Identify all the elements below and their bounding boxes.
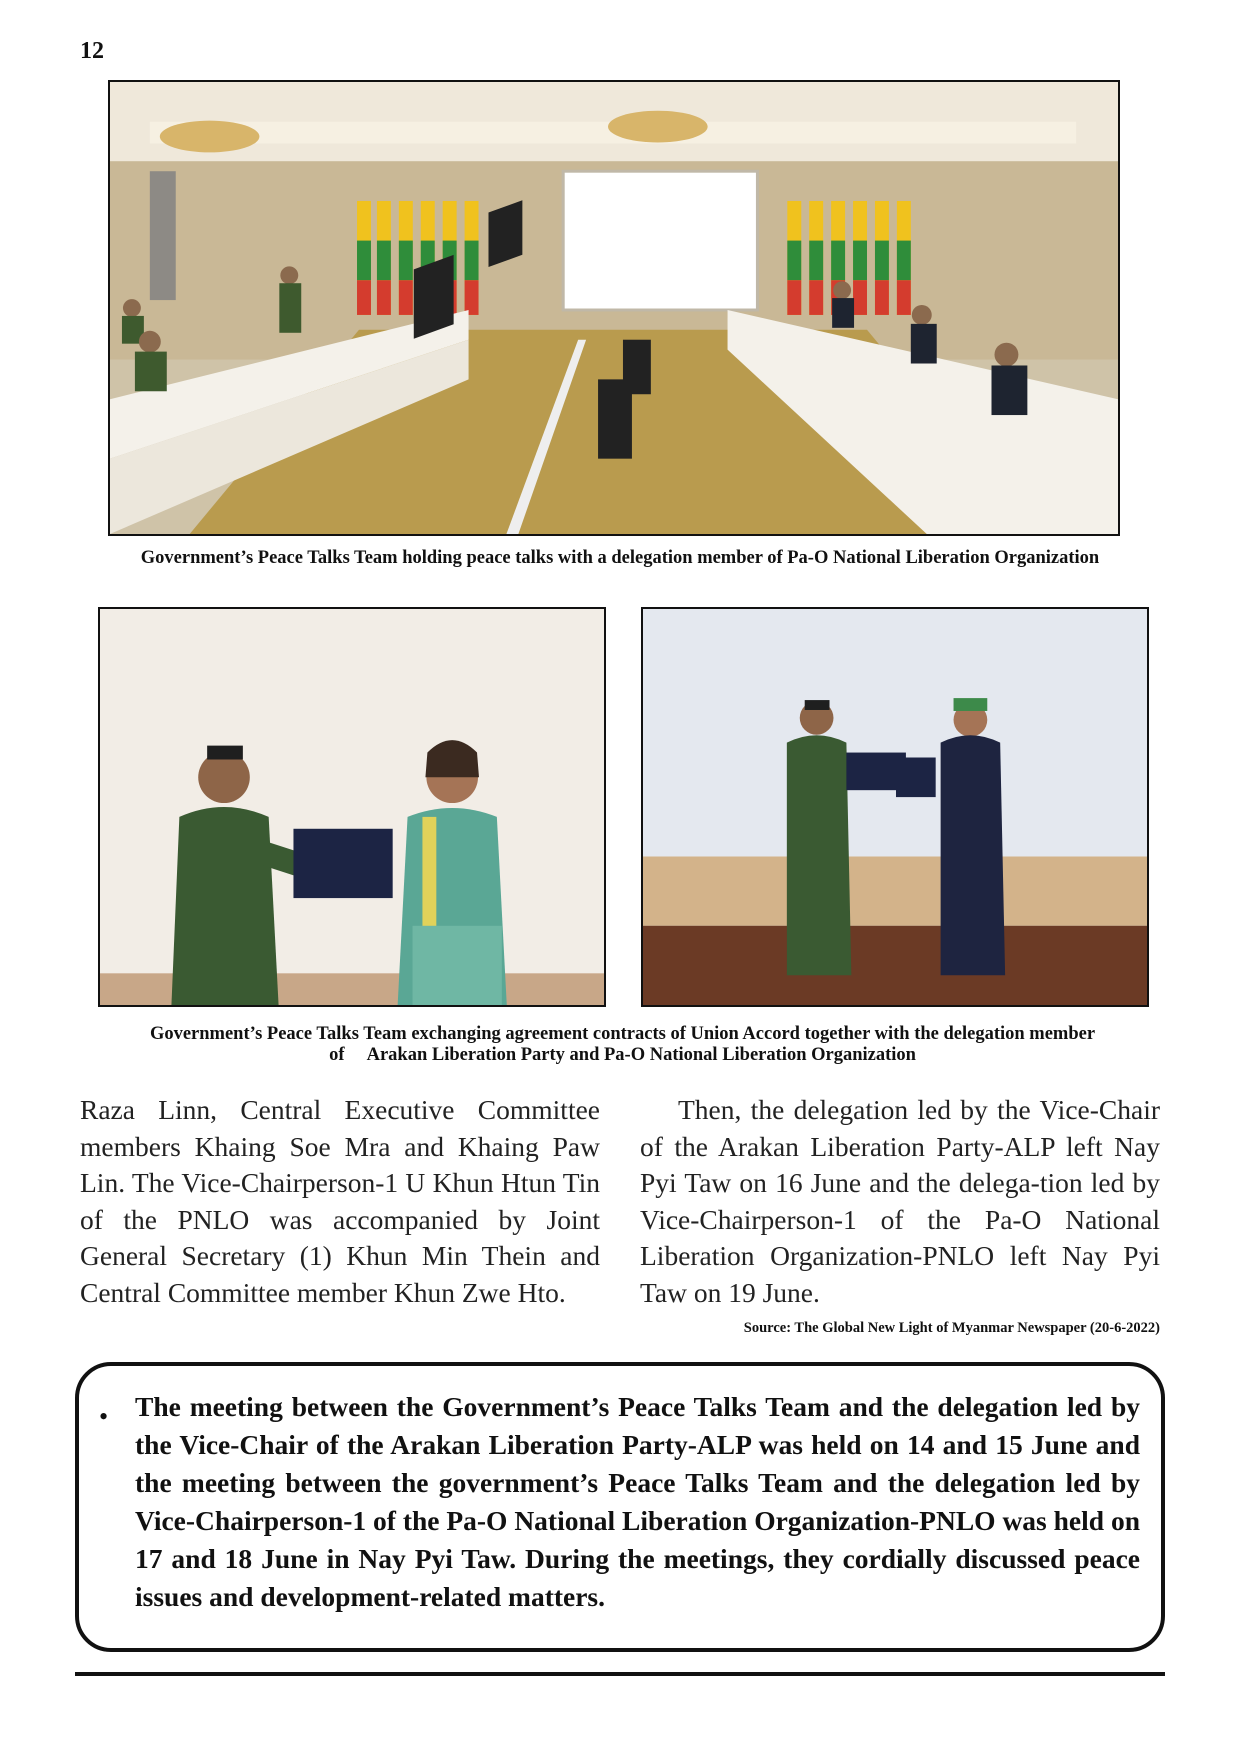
middle-caption-line-1: Government’s Peace Talks Team exchanging agreement contracts of Union Accord together with the delegation member <box>149 1024 1096 1044</box>
handover-photo-left <box>98 607 606 1007</box>
middle-caption-line-2: of Arakan Liberation Party and Pa-O National Liberation Organization <box>329 1045 916 1065</box>
meeting-room-photo <box>108 80 1120 536</box>
bullet-icon: • <box>99 1402 109 1431</box>
middle-photo-caption <box>85 1024 1160 1066</box>
summary-box <box>75 1362 1165 1652</box>
page-number: 12 <box>80 38 104 64</box>
body-column-left <box>80 1092 600 1311</box>
body-column-right <box>640 1092 1160 1311</box>
footer-rule <box>75 1672 1165 1676</box>
summary-text: The meeting between the Government’s Peace Talks Team and the delegation led by the Vice-Chair of the Arakan Liberation Party-ALP was held on 14 and 15 June and the meeting between the government’s Peace Talks Team and the delegation led by Vice-Chairperson-1 of the Pa-O National Liberation Organization-PNLO was held on 17 and 18 June in Nay Pyi Taw. During the meetings, they cordially discussed peace issues and development-related matters. <box>135 1391 1140 1612</box>
top-photo-caption: Government’s Peace Talks Team holding peace talks with a delegation member of Pa-O National Liberation Organization <box>140 548 1100 568</box>
source-credit: Source: The Global New Light of Myanmar Newspaper (20-6-2022) <box>743 1320 1160 1336</box>
body-paragraph-left: Raza Linn, Central Executive Committee members Khaing Soe Mra and Khaing Paw Lin. The Vice-Chairperson-1 U Khun Htun Tin of the PNLO was accompanied by Joint General Secretary (1) Khun Min Thein and Central Committee member Khun Zwe Hto. <box>80 1094 600 1308</box>
body-paragraph-right: Then, the delegation led by the Vice-Chair of the Arakan Liberation Party-ALP left Nay Pyi Taw on 16 June and the delega-tion led by Vice-Chairperson-1 of the Pa-O National Liberation Organization-PNLO left Nay Pyi Taw on 19 June. <box>640 1094 1160 1308</box>
handover-photo-right <box>641 607 1149 1007</box>
